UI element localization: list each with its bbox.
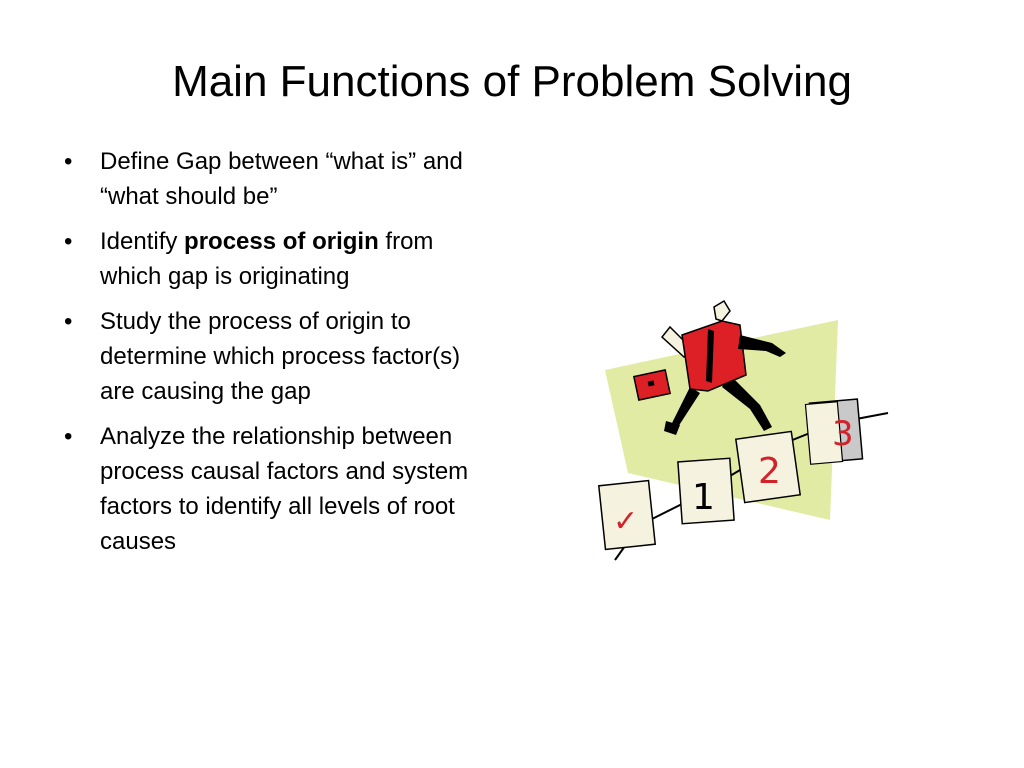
bullet-dot: •	[64, 308, 73, 335]
bullet-dot: •	[64, 423, 73, 450]
bullet-text-post: from which gap is originating	[100, 228, 434, 290]
bullet-item	[64, 224, 494, 294]
calendar-page-1	[678, 458, 734, 523]
bullet-text: Define Gap between “what is” and “what should be”	[100, 148, 463, 210]
bullet-text-pre: Identify	[100, 228, 185, 255]
bullet-item	[64, 144, 494, 214]
bullet-item	[64, 304, 494, 409]
bullet-list	[64, 144, 494, 569]
slide-title: Main Functions of Problem Solving	[172, 57, 852, 106]
calendar-page-check	[599, 481, 655, 550]
businessman-head	[714, 301, 730, 321]
calendar-label-2: 2	[758, 451, 781, 492]
bullet-item	[64, 419, 494, 559]
bullet-text: Analyze the relationship between process causal factors and system factors to identify all levels of root causes	[100, 423, 469, 555]
bullet-dot: •	[64, 228, 73, 255]
calendar-label-1: 1	[692, 477, 715, 518]
businessman-leaping-calendar-icon	[580, 295, 910, 570]
bullet-text-bold: process of origin	[184, 228, 379, 255]
calendar-label-3: 3	[832, 414, 854, 454]
bullet-dot: •	[64, 148, 73, 175]
calendar-page-2	[736, 431, 800, 502]
calendar-page-3	[805, 399, 862, 464]
calendar-label-check: ✓	[613, 504, 639, 539]
bullet-text: Study the process of origin to determine which process factor(s) are causing the gap	[100, 308, 461, 405]
